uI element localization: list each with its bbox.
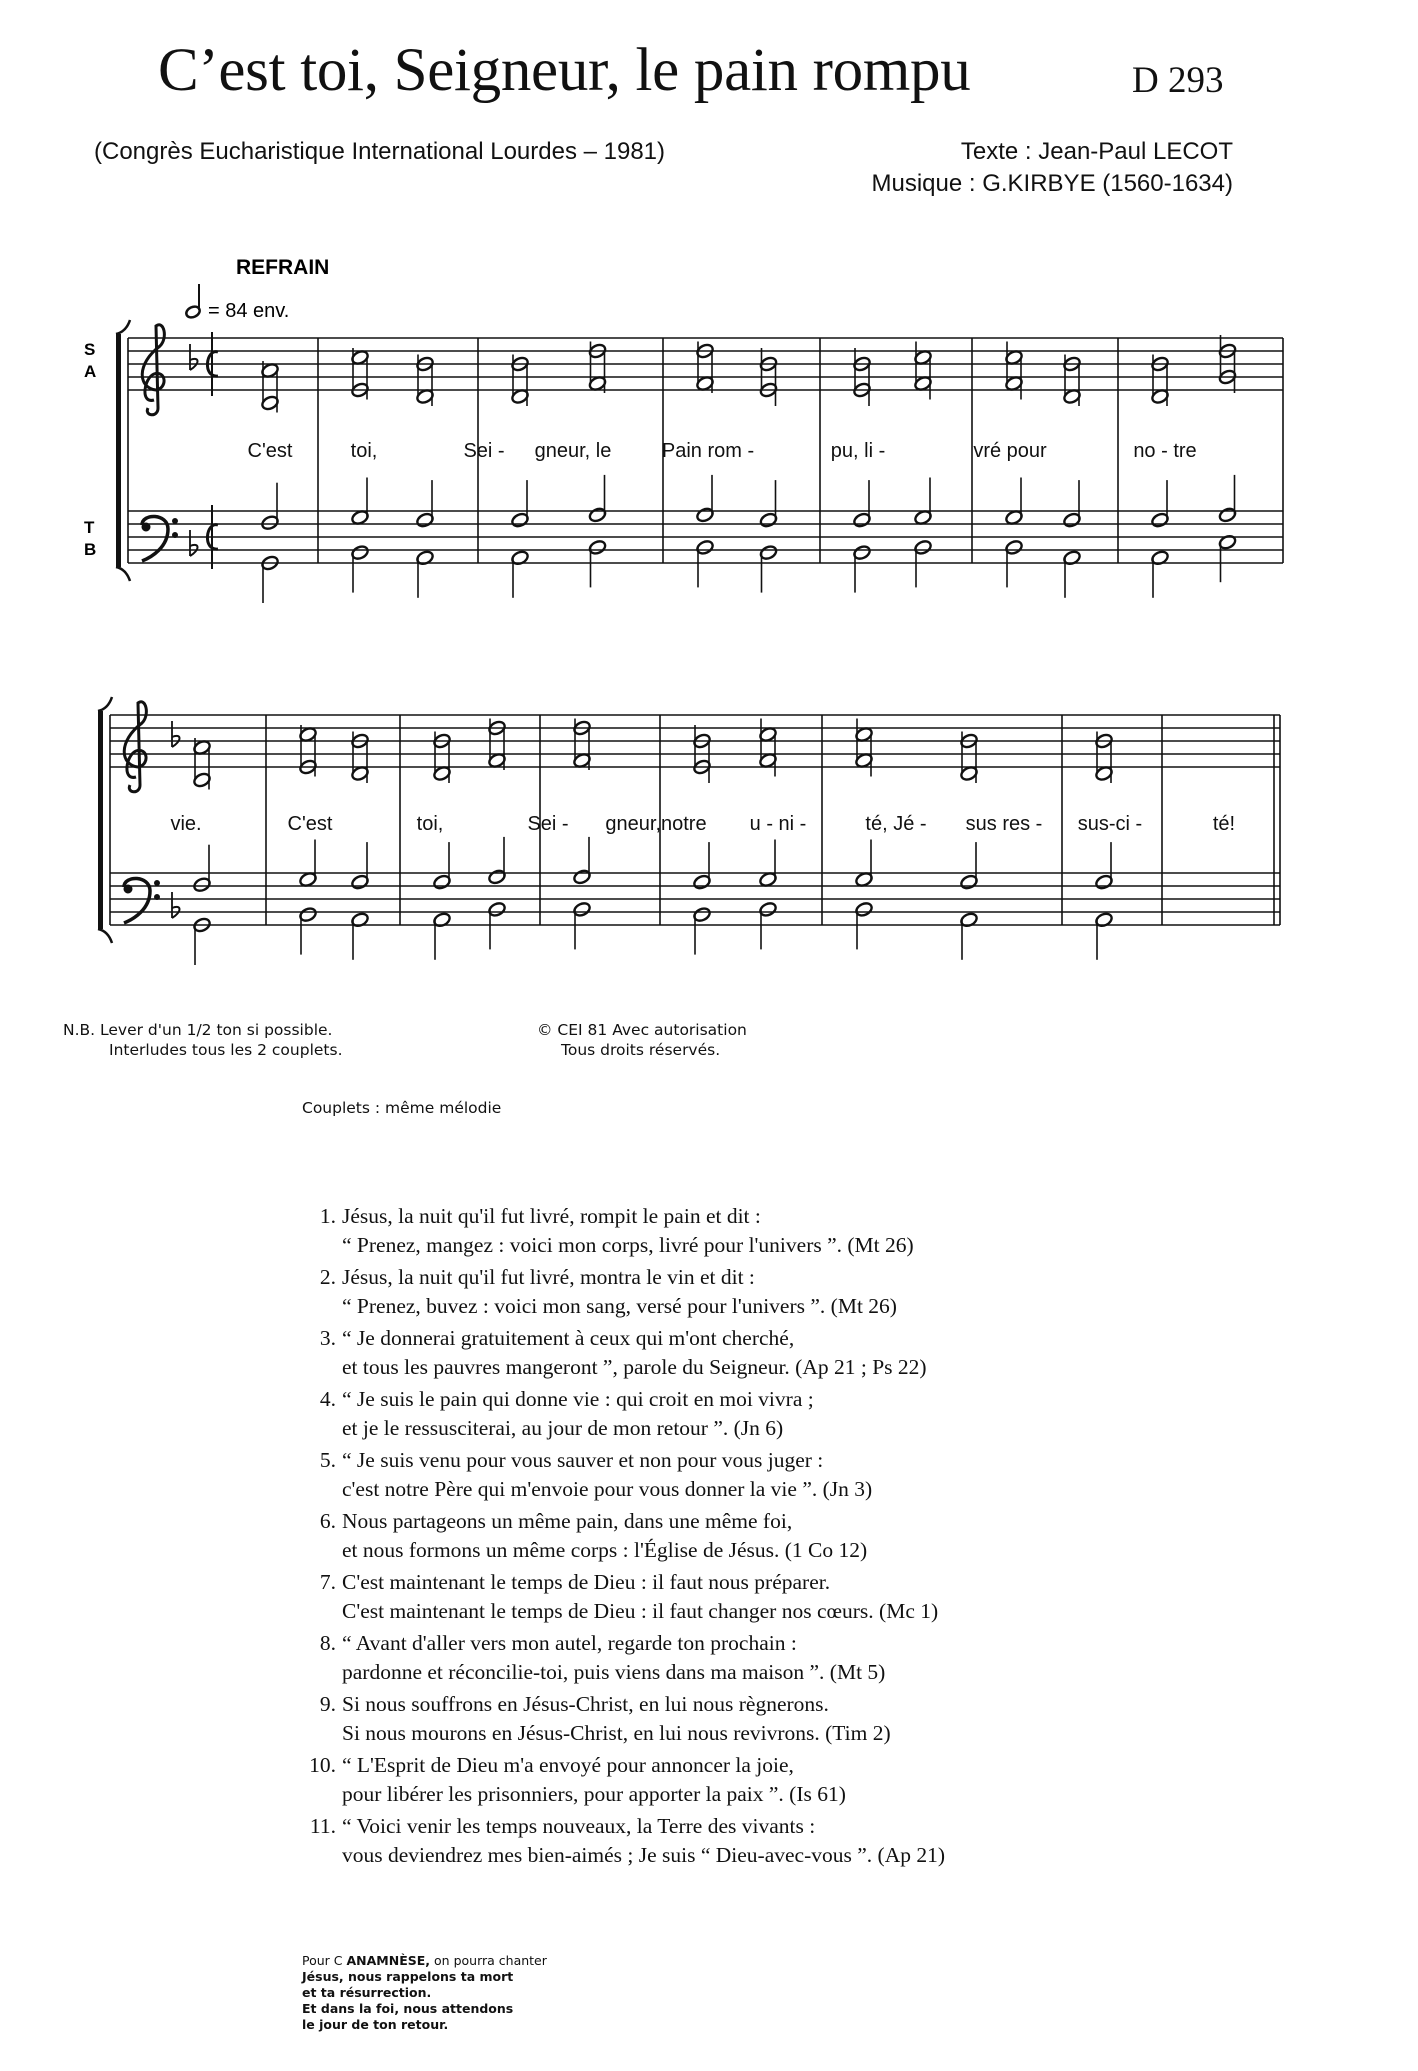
lyric-syllable: no - tre (1133, 440, 1197, 462)
music-score (0, 0, 1418, 1000)
verse-9 (302, 1690, 1302, 1748)
verse-line: “ Je suis le pain qui donne vie : qui croit en moi vivra ; (342, 1387, 814, 1411)
lyric-syllable: vré pour (973, 440, 1047, 462)
refrain-label: REFRAIN (236, 256, 330, 279)
lyric-syllable: toi, (350, 440, 378, 462)
voice-label-s: S (84, 340, 96, 359)
anamnese-line: Et dans la foi, nous attendons (302, 2001, 514, 2016)
verse-line: et nous formons un même corps : l'Église de Jésus. (1 Co 12) (342, 1538, 868, 1562)
anamnese-intro-suffix: on pourra chanter (434, 1953, 547, 1968)
verse-1 (302, 1202, 1302, 1260)
verse-7 (302, 1568, 1302, 1626)
verse-line: vous deviendrez mes bien-aimés ; Je suis “ Dieu-avec-vous ”. (Ap 21) (342, 1843, 946, 1867)
anamnese-intro-prefix: Pour C (302, 1953, 343, 1968)
lyric-syllable: Sei - (463, 440, 505, 462)
verse-line: Nous partageons un même pain, dans une même foi, (342, 1509, 793, 1533)
verse-line: Jésus, la nuit qu'il fut livré, montra le vin et dit : (342, 1265, 755, 1289)
verse-number: 5. (319, 1448, 336, 1472)
verse-number: 8. (319, 1631, 336, 1655)
lyric-syllable: u - ni - (749, 813, 807, 835)
system-1-lyrics (248, 440, 1197, 462)
lyric-syllable: vie. (170, 813, 202, 835)
verse-line: “ L'Esprit de Dieu m'a envoyé pour annoncer la joie, (342, 1753, 794, 1777)
lyric-syllable: té, Jé - (865, 813, 927, 835)
verse-number: 4. (319, 1387, 336, 1411)
verse-line: “ Prenez, mangez : voici mon corps, livré pour l'univers ”. (Mt 26) (342, 1233, 914, 1257)
verse-number: 1. (319, 1204, 336, 1228)
verse-10 (302, 1751, 1302, 1809)
voice-label-b: B (84, 540, 97, 559)
verse-8 (302, 1629, 1302, 1687)
lyric-syllable: gneur, le (534, 440, 612, 462)
verse-line: Si nous souffrons en Jésus-Christ, en lui nous règnerons. (342, 1692, 829, 1716)
hymn-reference: D 293 (1132, 60, 1224, 101)
verse-line: c'est notre Père qui m'envoie pour vous donner la vie ”. (Jn 3) (342, 1477, 873, 1501)
verse-number: 7. (319, 1570, 336, 1594)
verse-line: “ Voici venir les temps nouveaux, la Terre des vivants : (342, 1814, 816, 1838)
lyric-syllable: toi, (416, 813, 444, 835)
lyric-syllable: Sei - (527, 813, 569, 835)
lyric-syllable: gneur,notre (605, 813, 707, 835)
verse-line: C'est maintenant le temps de Dieu : il faut nous préparer. (342, 1570, 831, 1594)
verse-2 (302, 1263, 1302, 1321)
verse-line: “ Avant d'aller vers mon autel, regarde ton prochain : (342, 1631, 797, 1655)
verse-number: 9. (319, 1692, 336, 1716)
anamnese-line: le jour de ton retour. (302, 2017, 449, 2032)
nb-line-2: Interludes tous les 2 couplets. (109, 1041, 343, 1060)
verse-line: “ Prenez, buvez : voici mon sang, versé pour l'univers ”. (Mt 26) (342, 1294, 897, 1318)
lyric-syllable: sus res - (965, 813, 1043, 835)
anamnese-note (302, 1953, 547, 2033)
verse-number: 3. (319, 1326, 336, 1350)
lyric-syllable: té! (1212, 813, 1236, 835)
copyright-line-2: Tous droits réservés. (561, 1041, 721, 1060)
page-title: C’est toi, Seigneur, le pain rompu (158, 37, 971, 104)
verse-line: Jésus, la nuit qu'il fut livré, rompit le pain et dit : (342, 1204, 761, 1228)
verse-number: 10. (309, 1753, 336, 1777)
tempo-text: = 84 env. (208, 300, 290, 322)
tempo-mark (185, 284, 290, 322)
voice-label-t: T (84, 518, 95, 537)
verse-6 (302, 1507, 1302, 1565)
occasion-line: (Congrès Eucharistique International Lourdes – 1981) (94, 138, 666, 165)
verse-4 (302, 1385, 1302, 1443)
music-credit: Musique : G.KIRBYE (1560-1634) (871, 170, 1233, 197)
verse-line: “ Je suis venu pour vous sauver et non pour vous juger : (342, 1448, 824, 1472)
anamnese-intro-word: ANAMNÈSE, (346, 1953, 431, 1968)
verses-list (302, 1202, 1302, 1873)
verse-line: pour libérer les prisonniers, pour apporter la paix ”. (Is 61) (342, 1782, 846, 1806)
anamnese-line: Jésus, nous rappelons ta mort (302, 1969, 514, 1984)
anamnese-line: et ta résurrection. (302, 1985, 432, 2000)
anamnese-intro (302, 1953, 547, 1969)
verse-number: 11. (309, 1814, 336, 1838)
system-2-lyrics (170, 813, 1235, 835)
verse-line: et je le ressusciterai, au jour de mon retour ”. (Jn 6) (342, 1416, 784, 1440)
copyright-note (537, 1020, 747, 1060)
text-credit: Texte : Jean-Paul LECOT (960, 138, 1233, 165)
nb-note (63, 1020, 343, 1060)
verse-number: 6. (319, 1509, 336, 1533)
lyric-syllable: pu, li - (830, 440, 886, 462)
lyric-syllable: C'est (247, 440, 293, 462)
lyric-syllable: Pain rom - (661, 440, 755, 462)
copyright-line-1: © CEI 81 Avec autorisation (537, 1021, 747, 1039)
verse-11 (302, 1812, 1302, 1870)
verse-line: “ Je donnerai gratuitement à ceux qui m'ont cherché, (342, 1326, 795, 1350)
voice-label-a: A (84, 362, 97, 381)
verse-line: C'est maintenant le temps de Dieu : il faut changer nos cœurs. (Mc 1) (342, 1599, 939, 1623)
verse-number: 2. (319, 1265, 336, 1289)
verse-line: et tous les pauvres mangeront ”, parole du Seigneur. (Ap 21 ; Ps 22) (342, 1355, 927, 1379)
verse-3 (302, 1324, 1302, 1382)
lyric-syllable: C'est (287, 813, 333, 835)
verse-5 (302, 1446, 1302, 1504)
verse-line: Si nous mourons en Jésus-Christ, en lui nous revivrons. (Tim 2) (342, 1721, 891, 1745)
couplets-label: Couplets : même mélodie (302, 1099, 502, 1117)
verse-line: pardonne et réconcilie-toi, puis viens dans ma maison ”. (Mt 5) (342, 1660, 886, 1684)
nb-line-1: N.B. Lever d'un 1/2 ton si possible. (63, 1021, 333, 1039)
system-2-notes (192, 719, 1113, 966)
lyric-syllable: sus-ci - (1077, 813, 1143, 835)
